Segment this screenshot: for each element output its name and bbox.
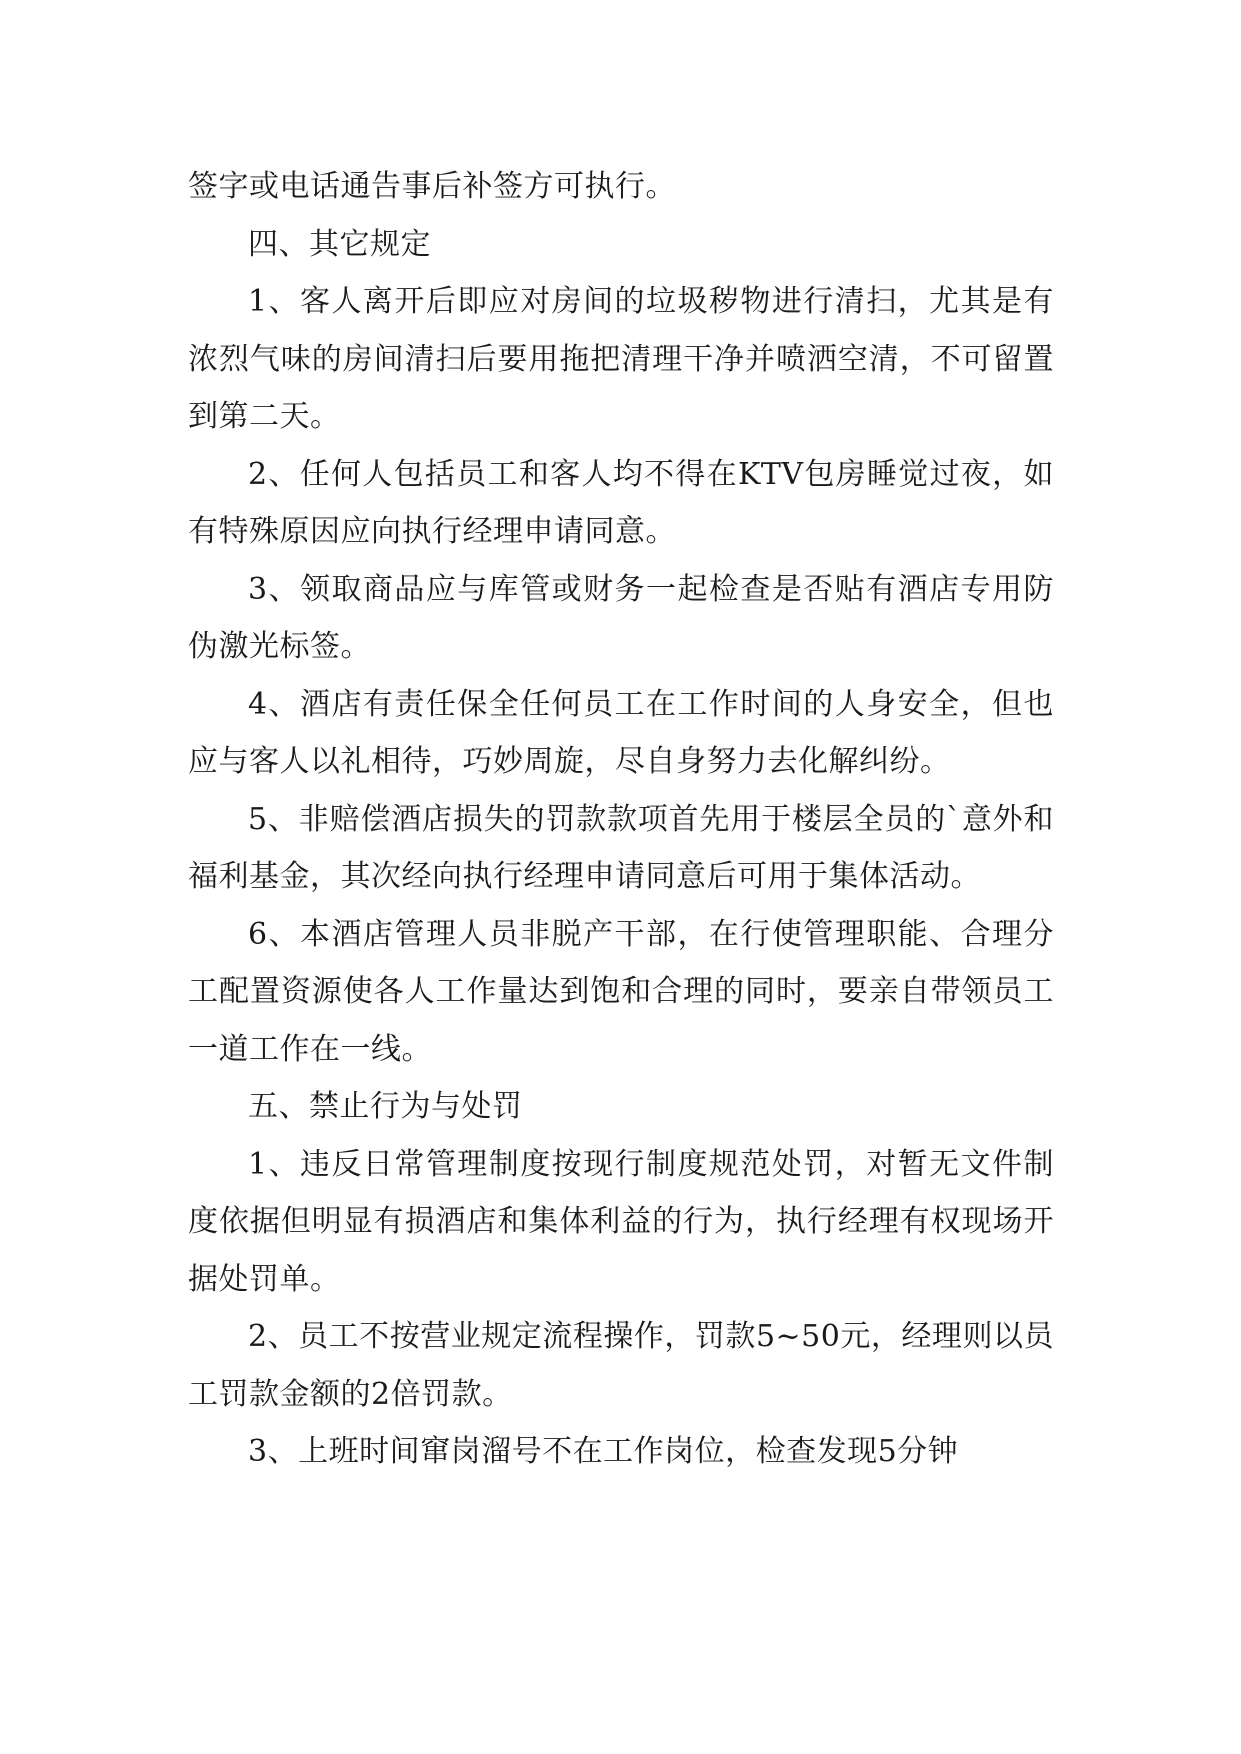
rule-item: 1、违反日常管理制度按现行制度规范处罚，对暂无文件制度依据但明显有损酒店和集体利益的行为，执行经理有权现场开据处罚单。 [188,1146,1054,1297]
rule-item: 4、酒店有责任保全任何员工在工作时间的人身安全，但也应与客人以礼相待，巧妙周旋，尽自身努力去化解纠纷。 [188,686,1054,779]
rule-item: 2、员工不按营业规定流程操作，罚款5~50元，经理则以员工罚款金额的2倍罚款。 [188,1319,1054,1412]
rule-item: 3、上班时间窜岗溜号不在工作岗位，检查发现5分钟 [248,1434,959,1469]
paragraph-continuation: 签字或电话通告事后补签方可执行。 [188,169,676,204]
rule-item: 2、任何人包括员工和客人均不得在KTV包房睡觉过夜，如有特殊原因应向执行经理申请同意。 [188,456,1054,549]
rule-item: 6、本酒店管理人员非脱产干部，在行使管理职能、合理分工配置资源使各人工作量达到饱和合理的同时，要亲自带领员工一道工作在一线。 [188,916,1054,1067]
rule-item: 3、领取商品应与库管或财务一起检查是否贴有酒店专用防伪激光标签。 [188,571,1054,664]
section-heading-prohibited-conduct: 五、禁止行为与处罚 [248,1089,523,1124]
rule-item: 1、客人离开后即应对房间的垃圾秽物进行清扫，尤其是有浓烈气味的房间清扫后要用拖把清理干净并喷洒空清，不可留置到第二天。 [188,284,1054,434]
document-body [188,158,1054,1481]
section-heading-other-rules: 四、其它规定 [248,226,431,262]
rule-item: 5、非赔偿酒店损失的罚款款项首先用于楼层全员的`意外和福利基金，其次经向执行经理申请同意后可用于集体活动。 [188,801,1054,894]
